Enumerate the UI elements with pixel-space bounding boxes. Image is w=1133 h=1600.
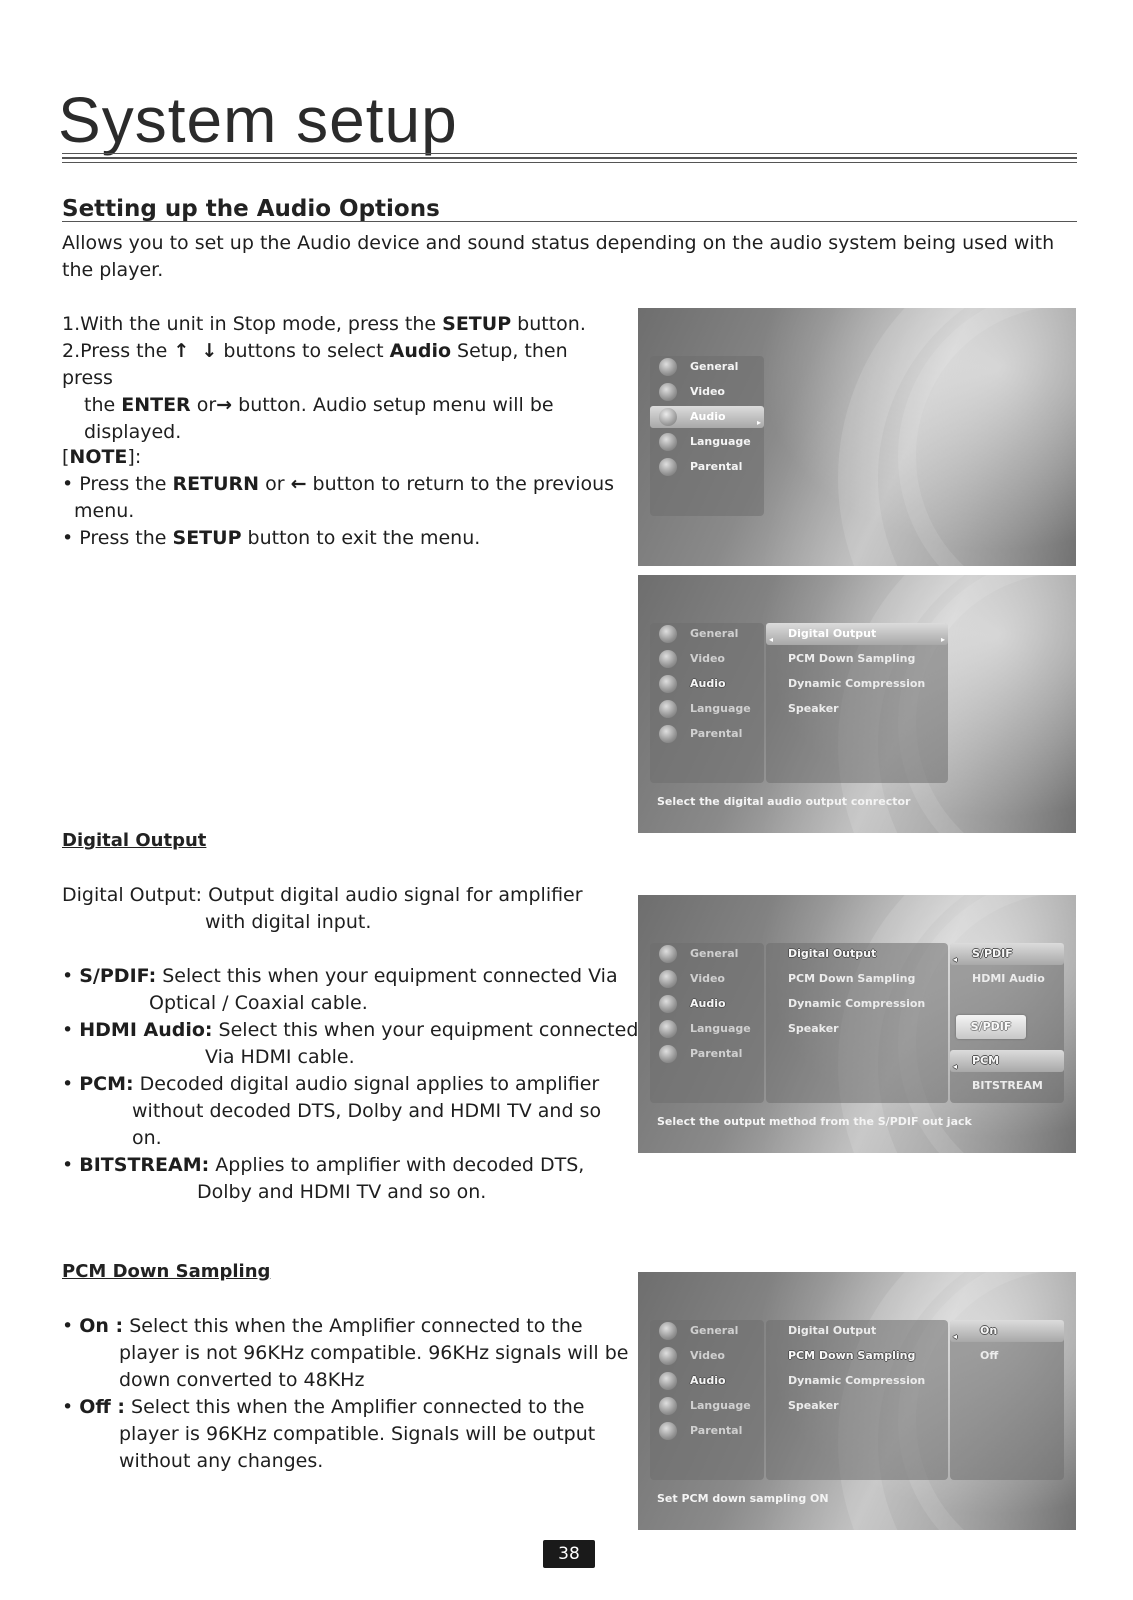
language-icon xyxy=(659,1020,677,1038)
right-triangle-icon: ▸ xyxy=(756,418,761,427)
osd-sub-dynamic-compression[interactable]: Dynamic Compression xyxy=(788,997,926,1010)
parental-icon xyxy=(659,1045,677,1063)
osd-sub-dynamic-compression[interactable]: Dynamic Compression xyxy=(788,677,926,690)
osd-menu-audio[interactable]: Audio xyxy=(650,673,764,695)
video-icon xyxy=(659,383,677,401)
audio-icon xyxy=(659,1372,677,1390)
osd-option-bitstream[interactable]: BITSTREAM xyxy=(972,1079,1043,1092)
osd-option-hdmi-audio[interactable]: HDMI Audio xyxy=(972,972,1045,985)
note-block xyxy=(62,444,622,552)
on-line-2: player is not 96KHz compatible. 96KHz signals will be xyxy=(119,1342,629,1364)
step-2-line-3: displayed. xyxy=(84,421,182,443)
osd-menu-general[interactable]: General xyxy=(650,1320,764,1342)
osd-menu-audio[interactable]: Audio xyxy=(650,1370,764,1392)
osd-menu-parental[interactable]: Parental xyxy=(650,1420,764,1442)
osd-screen-pcm-down-sampling xyxy=(638,1272,1076,1530)
osd-menu-panel xyxy=(650,356,764,516)
step-2-line-2: the ENTER or→ button. Audio setup menu will be xyxy=(84,394,554,416)
off-line-2: player is 96KHz compatible. Signals will be output xyxy=(119,1423,596,1445)
osd-menu-general[interactable]: General xyxy=(650,623,764,645)
osd-menu-panel xyxy=(650,623,764,783)
note-bullet-2: • Press the SETUP button to exit the menu. xyxy=(62,527,481,549)
note-bullet-1: • Press the RETURN or ← button to return to the previous xyxy=(62,473,615,495)
osd-sub-pcm-down-sampling[interactable]: PCM Down Sampling xyxy=(788,1349,916,1362)
osd-menu-language[interactable]: Language xyxy=(650,431,764,453)
language-icon xyxy=(659,700,677,718)
pcm-bullet: • PCM: Decoded digital audio signal applies to amplifier xyxy=(62,1073,600,1095)
video-icon xyxy=(659,1347,677,1365)
off-line-3: without any changes. xyxy=(119,1450,324,1472)
left-triangle-icon: ◂ xyxy=(769,635,774,644)
osd-sub-digital-output[interactable]: ◂ Digital Output ▸ xyxy=(766,623,948,645)
osd-menu-audio[interactable]: Audio ▸ xyxy=(650,406,764,428)
page-number: 38 xyxy=(543,1540,595,1568)
note-label: [NOTE]: xyxy=(62,446,142,468)
note-bullet-1-line-2: menu. xyxy=(74,500,135,522)
osd-sub-dynamic-compression[interactable]: Dynamic Compression xyxy=(788,1374,926,1387)
audio-icon xyxy=(659,408,677,426)
heading-rule xyxy=(62,221,1077,222)
osd-popup-spdif[interactable]: S/PDIF xyxy=(956,1015,1026,1039)
osd-menu-parental[interactable]: Parental xyxy=(650,456,764,478)
osd-submenu-panel xyxy=(766,623,948,783)
step-2: 2.Press the ↑ ↓ buttons to select Audio Setup, then press xyxy=(62,340,568,389)
osd-status-text: Set PCM down sampling ON xyxy=(657,1492,829,1505)
bitstream-line-2: Dolby and HDMI TV and so on. xyxy=(197,1181,487,1203)
section-heading: Setting up the Audio Options xyxy=(62,196,440,222)
parental-icon xyxy=(659,725,677,743)
general-icon xyxy=(659,358,677,376)
osd-menu-video[interactable]: Video xyxy=(650,968,764,990)
title-rule xyxy=(62,153,1077,154)
osd-sub-pcm-down-sampling[interactable]: PCM Down Sampling xyxy=(788,972,916,985)
left-arrow-icon: ← xyxy=(290,473,307,495)
language-icon xyxy=(659,1397,677,1415)
up-arrow-icon: ↑ xyxy=(173,340,190,362)
steps-block xyxy=(62,311,622,446)
hdmi-bullet: • HDMI Audio: Select this when your equipment connected xyxy=(62,1019,639,1041)
osd-status-text: Select the output method from the S/PDIF out jack xyxy=(657,1115,972,1128)
digital-output-block xyxy=(62,882,642,1206)
osd-menu-panel xyxy=(650,1320,764,1480)
general-icon xyxy=(659,1322,677,1340)
page-title: System setup xyxy=(58,84,458,156)
osd-menu-language[interactable]: Language xyxy=(650,698,764,720)
osd-sub-digital-output[interactable]: Digital Output xyxy=(788,947,877,960)
spdif-line-2: Optical / Coaxial cable. xyxy=(149,992,368,1014)
osd-menu-audio[interactable]: Audio xyxy=(650,993,764,1015)
osd-submenu-panel xyxy=(766,943,948,1103)
intro-paragraph: Allows you to set up the Audio device and sound status depending on the audio system being used with the player. xyxy=(62,232,1055,281)
audio-icon xyxy=(659,995,677,1013)
osd-menu-video[interactable]: Video xyxy=(650,1345,764,1367)
pcm-down-sampling-heading: PCM Down Sampling xyxy=(62,1261,271,1282)
digital-output-desc-line-2: with digital input. xyxy=(205,911,372,933)
pcm-line-2: without decoded DTS, Dolby and HDMI TV and so xyxy=(132,1100,602,1122)
osd-option-spdif[interactable]: ◂ S/PDIF xyxy=(950,943,1064,965)
down-arrow-icon: ↓ xyxy=(201,340,218,362)
video-icon xyxy=(659,970,677,988)
hdmi-line-2: Via HDMI cable. xyxy=(205,1046,355,1068)
step-1: 1.With the unit in Stop mode, press the SETUP button. xyxy=(62,313,586,335)
osd-menu-general[interactable]: General xyxy=(650,356,764,378)
osd-options-panel xyxy=(950,943,1064,1103)
off-bullet: • Off : Select this when the Amplifier connected to the xyxy=(62,1396,585,1418)
bitstream-bullet: • BITSTREAM: Applies to amplifier with decoded DTS, xyxy=(62,1154,585,1176)
spdif-bullet: • S/PDIF: Select this when your equipment connected Via xyxy=(62,965,618,987)
osd-sub-pcm-down-sampling[interactable]: PCM Down Sampling xyxy=(788,652,916,665)
osd-status-text: Select the digital audio output conrector xyxy=(657,795,911,808)
osd-option-pcm[interactable]: ◂ PCM xyxy=(950,1050,1064,1072)
osd-menu-video[interactable]: Video xyxy=(650,648,764,670)
audio-icon xyxy=(659,675,677,693)
left-triangle-icon: ◂ xyxy=(953,955,958,964)
osd-option-on[interactable]: ◂ On xyxy=(950,1320,1064,1342)
language-icon xyxy=(659,433,677,451)
osd-menu-language[interactable]: Language xyxy=(650,1018,764,1040)
osd-menu-video[interactable]: Video xyxy=(650,381,764,403)
osd-menu-panel xyxy=(650,943,764,1103)
digital-output-heading: Digital Output xyxy=(62,830,207,851)
video-icon xyxy=(659,650,677,668)
general-icon xyxy=(659,945,677,963)
osd-sub-speaker[interactable]: Speaker xyxy=(788,1399,839,1412)
general-icon xyxy=(659,625,677,643)
left-triangle-icon: ◂ xyxy=(953,1062,958,1071)
parental-icon xyxy=(659,458,677,476)
on-line-3: down converted to 48KHz xyxy=(119,1369,365,1391)
osd-menu-language[interactable]: Language xyxy=(650,1395,764,1417)
digital-output-desc: Digital Output: Output digital audio signal for amplifier xyxy=(62,884,583,906)
title-rule xyxy=(62,157,1077,159)
osd-sub-speaker[interactable]: Speaker xyxy=(788,1022,839,1035)
right-arrow-icon: → xyxy=(216,394,233,416)
left-triangle-icon: ◂ xyxy=(953,1332,958,1341)
parental-icon xyxy=(659,1422,677,1440)
on-bullet: • On : Select this when the Amplifier connected to the xyxy=(62,1315,583,1337)
osd-option-off[interactable]: Off xyxy=(980,1349,999,1362)
right-triangle-icon: ▸ xyxy=(940,635,945,644)
osd-screen-digital-output xyxy=(638,895,1076,1153)
osd-menu-parental[interactable]: Parental xyxy=(650,1043,764,1065)
pcm-line-3: on. xyxy=(132,1127,162,1149)
osd-menu-general[interactable]: General xyxy=(650,943,764,965)
osd-screen-audio-menu xyxy=(638,575,1076,833)
osd-screen-main-menu xyxy=(638,308,1076,566)
osd-menu-parental[interactable]: Parental xyxy=(650,723,764,745)
osd-options-panel xyxy=(950,1320,1064,1480)
osd-sub-speaker[interactable]: Speaker xyxy=(788,702,839,715)
title-rule xyxy=(62,162,1077,163)
osd-sub-digital-output[interactable]: Digital Output xyxy=(788,1324,877,1337)
osd-submenu-panel xyxy=(766,1320,948,1480)
pcm-down-sampling-block xyxy=(62,1313,642,1475)
